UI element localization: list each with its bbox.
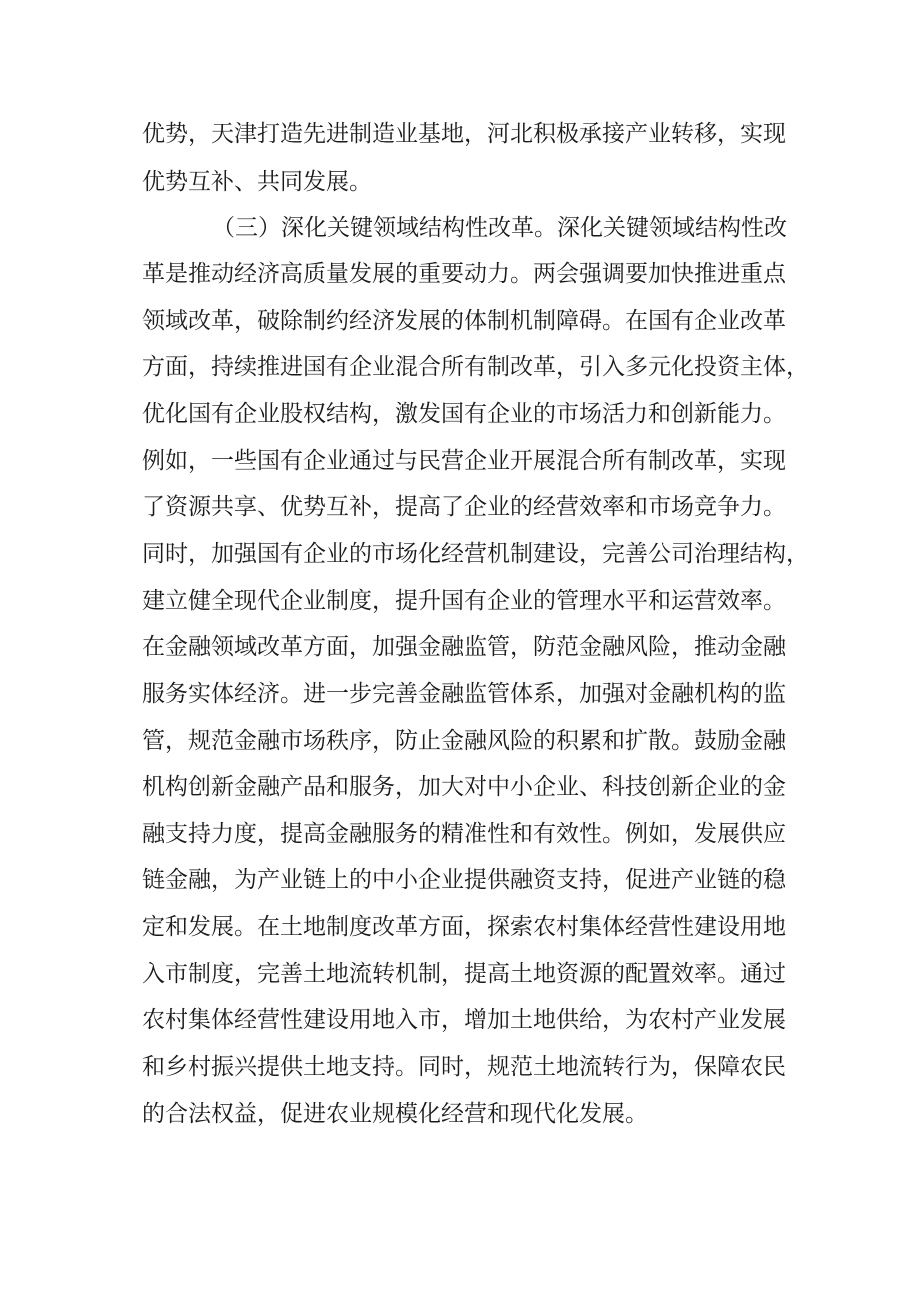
text-line: 农村集体经营性建设用地入市，增加土地供给，为农村产业发展 — [142, 1007, 786, 1033]
text-line: 领域改革，破除制约经济发展的体制机制障碍。在国有企业改革 — [142, 308, 786, 334]
text-line: 优势，天津打造先进制造业基地，河北积极承接产业转移，实现 — [142, 121, 786, 147]
text-line: 了资源共享、优势互补，提高了企业的经营效率和市场竞争力。 — [142, 494, 786, 520]
text-line: 在金融领域改革方面，加强金融监管，防范金融风险，推动金融 — [142, 634, 786, 660]
text-line: 方面，持续推进国有企业混合所有制改革，引入多元化投资主体， — [142, 354, 809, 380]
text-line: 和乡村振兴提供土地支持。同时，规范土地流转行为，保障农民 — [142, 1054, 786, 1080]
text-line: 建立健全现代企业制度，提升国有企业的管理水平和运营效率。 — [142, 588, 786, 614]
text-line: 的合法权益，促进农业规模化经营和现代化发展。 — [142, 1101, 648, 1127]
text-line: 优化国有企业股权结构，激发国有企业的市场活力和创新能力。 — [142, 401, 786, 427]
text-line: 定和发展。在土地制度改革方面，探索农村集体经营性建设用地 — [142, 914, 786, 940]
text-line: 优势互补、共同发展。 — [142, 169, 372, 195]
text-line: 融支持力度，提高金融服务的精准性和有效性。例如，发展供应 — [142, 821, 786, 847]
section-heading-line: （三）深化关键领域结构性改革。深化关键领域结构性改 — [212, 215, 787, 241]
text-line: 入市制度，完善土地流转机制，提高土地资源的配置效率。通过 — [142, 961, 786, 987]
text-line: 链金融，为产业链上的中小企业提供融资支持，促进产业链的稳 — [142, 867, 786, 893]
text-line: 管，规范金融市场秩序，防止金融风险的积累和扩散。鼓励金融 — [142, 728, 786, 754]
text-line: 例如，一些国有企业通过与民营企业开展混合所有制改革，实现 — [142, 448, 786, 474]
text-line: 机构创新金融产品和服务，加大对中小企业、科技创新企业的金 — [142, 774, 786, 800]
text-line: 服务实体经济。进一步完善金融监管体系，加强对金融机构的监 — [142, 681, 786, 707]
text-line: 同时，加强国有企业的市场化经营机制建设，完善公司治理结构， — [142, 541, 809, 567]
text-line: 革是推动经济高质量发展的重要动力。两会强调要加快推进重点 — [142, 261, 786, 287]
